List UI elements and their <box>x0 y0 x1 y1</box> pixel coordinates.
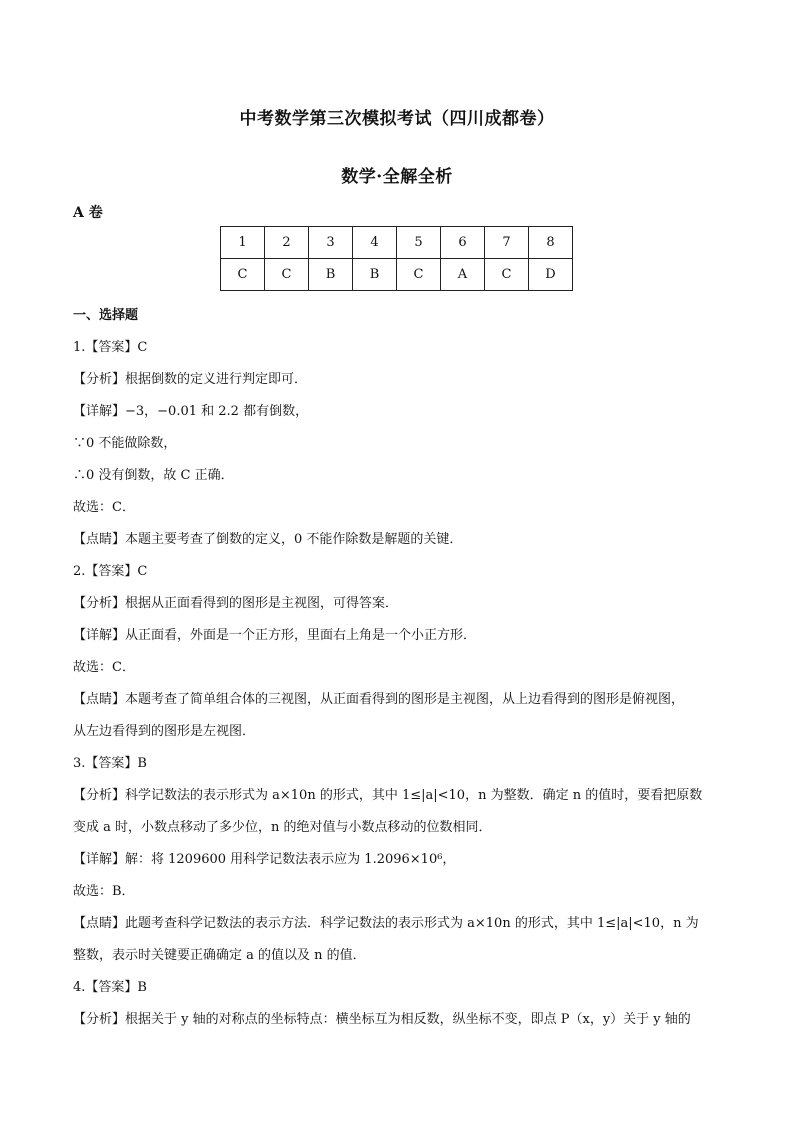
doc-subtitle: 数学·全解全析 <box>341 167 453 187</box>
answer-table <box>220 226 573 291</box>
answer-cell: C <box>265 259 309 291</box>
question-number-cell: 1 <box>221 227 265 259</box>
choice-line: 故选：B． <box>73 884 135 899</box>
answer-cell: B <box>353 259 397 291</box>
answer-line: 3.【答案】B <box>73 756 147 771</box>
answer-cell: C <box>485 259 529 291</box>
detail-line: ∵0 不能做除数， <box>73 436 177 451</box>
analysis-line: 【分析】根据关于 y 轴的对称点的坐标特点：横坐标互为相反数，纵坐标不变，即点 P（x，y）关于 y 轴的 <box>73 1012 691 1027</box>
comment-line: 【点睛】本题主要考查了倒数的定义，0 不能作除数是解题的关键． <box>73 532 463 547</box>
answer-cell: A <box>441 259 485 291</box>
question-number-cell: 8 <box>529 227 573 259</box>
comment-line: 从左边看得到的图形是左视图． <box>73 724 256 739</box>
question-number-cell: 5 <box>397 227 441 259</box>
analysis-line: 【分析】根据倒数的定义进行判定即可． <box>73 372 308 387</box>
question-number-cell: 4 <box>353 227 397 259</box>
question-number-cell: 6 <box>441 227 485 259</box>
comment-line: 整数，表示时关键要正确确定 a 的值以及 n 的值． <box>73 948 366 963</box>
answer-table-number-row <box>221 227 573 259</box>
answer-cell: C <box>397 259 441 291</box>
analysis-line: 变成 a 时，小数点移动了多少位，n 的绝对值与小数点移动的位数相同． <box>73 820 492 835</box>
answer-line: 2.【答案】C <box>73 564 148 579</box>
detail-line: 【详解】从正面看，外面是一个正方形，里面右上角是一个小正方形． <box>73 628 477 643</box>
doc-title: 中考数学第三次模拟考试（四川成都卷） <box>239 109 555 129</box>
section-heading-a: A 卷 <box>73 205 103 221</box>
analysis-line: 【分析】科学记数法的表示形式为 a×10n 的形式，其中 1≤|a|<10，n 为整数．确定 n 的值时，要看把原数 <box>73 788 703 803</box>
detail-line: 【详解】解：将 1209600 用科学记数法表示应为 1.2096×10⁶， <box>73 852 456 867</box>
solutions-body <box>73 300 723 1036</box>
section-heading-choice: 一、选择题 <box>73 308 139 323</box>
comment-line: 【点睛】此题考查科学记数法的表示方法．科学记数法的表示形式为 a×10n 的形式，其中 1≤|a|<10，n 为 <box>73 916 699 931</box>
answer-cell: C <box>221 259 265 291</box>
question-number-cell: 2 <box>265 227 309 259</box>
detail-line: 【详解】−3，−0.01 和 2.2 都有倒数， <box>73 404 309 419</box>
answer-table-answer-row <box>221 259 573 291</box>
analysis-line: 【分析】根据从正面看得到的图形是主视图，可得答案． <box>73 596 399 611</box>
answer-cell: B <box>309 259 353 291</box>
choice-line: 故选：C． <box>73 660 135 675</box>
choice-line: 故选：C． <box>73 500 135 515</box>
answer-line: 4.【答案】B <box>73 980 147 995</box>
answer-cell: D <box>529 259 573 291</box>
answer-line: 1.【答案】C <box>73 340 148 355</box>
comment-line: 【点睛】本题考查了简单组合体的三视图，从正面看得到的图形是主视图，从上边看得到的图形是俯视图， <box>73 692 685 707</box>
question-number-cell: 7 <box>485 227 529 259</box>
question-number-cell: 3 <box>309 227 353 259</box>
detail-line: ∴0 没有倒数，故 C 正确． <box>73 468 234 483</box>
